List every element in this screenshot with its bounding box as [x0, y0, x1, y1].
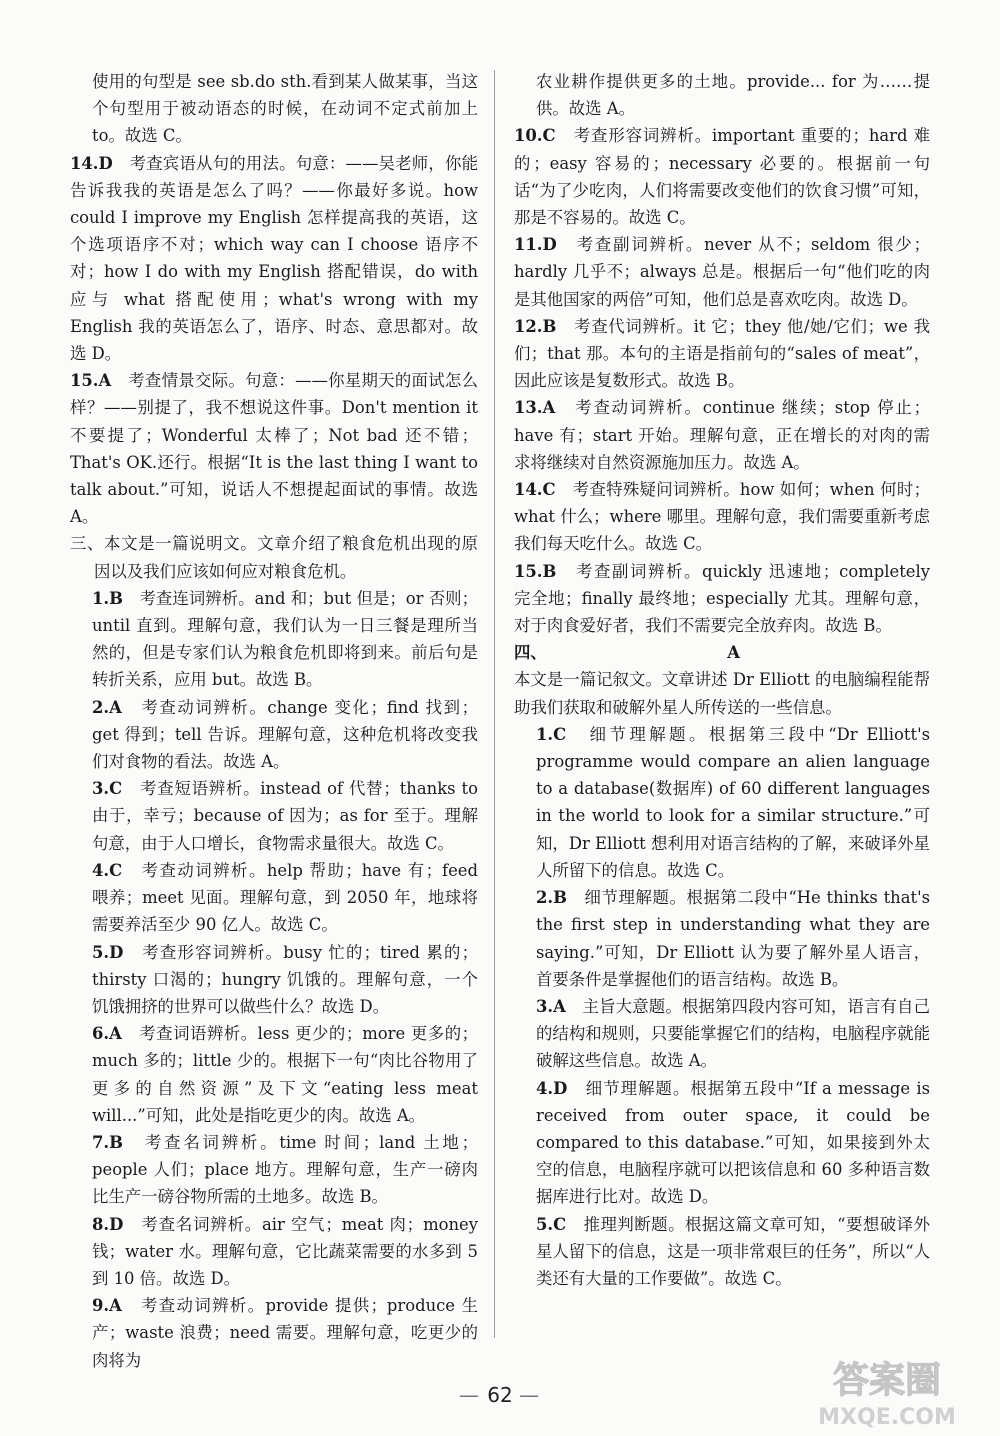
answer-text: 考查动词辨析。continue 继续；stop 停止；have 有；start 开始。理解句意，正在增长的对肉的需求将继续对自然资源施加压力。故选 A。 — [514, 398, 930, 472]
answer-text: 考查动词辨析。provide 提供；produce 生产；waste 浪费；need 需要。理解句意，吃更少的肉将为 — [92, 1296, 478, 1370]
watermark-bottom-text: MXQE.COM — [818, 1405, 956, 1430]
answer-number: 12.B — [514, 316, 557, 336]
answer-number: 5.C — [536, 1214, 567, 1234]
answer-number: 9.A — [92, 1296, 122, 1316]
answer-item — [514, 721, 930, 884]
answer-text: 推理判断题。根据这篇文章可知，“要想破译外星人留下的信息，这是一项非常艰巨的任务”，所以“人类还有大量的工作要做”。故选 C。 — [536, 1214, 930, 1288]
footer-dash-right: — — [519, 1383, 542, 1407]
answer-item — [514, 476, 930, 558]
answer-number: 6.A — [92, 1024, 122, 1044]
answer-item — [70, 1020, 478, 1129]
answer-text: 考查名词辨析。air 空气；meat 肉；money 钱；water 水。理解句意，它比蔬菜需要的水多到 5 到 10 倍。故选 D。 — [92, 1214, 479, 1288]
answer-item — [70, 775, 478, 857]
answer-item — [514, 231, 930, 313]
answer-number: 15.A — [70, 371, 112, 391]
answer-number: 2.A — [92, 697, 122, 717]
answer-text: 细节理解题。根据第五段中“If a message is received from outer space, it could be compared to this database.”可知，如果接到外太空的信息，电脑程序就可以把该信息和 60 多种语言数据库进行比对。故选 D。 — [536, 1078, 930, 1207]
answer-text: 考查动词辨析。help 帮助；have 有；feed 喂养；meet 见面。理解句意，到 2050 年，地球将需要养活至少 90 亿人。故选 C。 — [92, 860, 478, 935]
answer-text: 考查连词辨析。and 和；but 但是；or 否则；until 直到。理解句意，我们认为一日三餐是理所当然的，但是专家们认为粮食危机即将到来。前后句是转折关系，应用 but。故选 B。 — [92, 588, 479, 690]
right-column — [514, 68, 930, 1292]
watermark-graphic — [792, 1352, 982, 1432]
answer-text: 考查形容词辨析。important 重要的；hard 难的；easy 容易的；necessary 必要的。根据前一句话“为了少吃肉，人们将需要改变他们的饮食习惯”可知，那是不容易的。故选 C。 — [514, 126, 931, 228]
answer-text: 考查名词辨析。time 时间；land 土地；people 人们；place 地方。理解句意，生产一磅肉比生产一磅谷物所需的土地多。故选 B。 — [92, 1132, 478, 1207]
answer-number: 3.A — [536, 996, 566, 1016]
answer-item — [70, 694, 478, 776]
answer-number: 2.B — [536, 888, 567, 908]
passage-intro: 本文是一篇记叙文。文章讲述 Dr Elliott 的电脑编程能帮助我们获取和破解外星人所传送的一些信息。 — [514, 670, 930, 717]
answer-item — [514, 884, 930, 993]
watermark-top-text: 答案圈 — [832, 1360, 942, 1401]
answer-text: 考查短语辨析。instead of 代替；thanks to 由于，幸亏；because of 因为；as for 至于。理解句意，由于人口增长，食物需求量很大。故选 C。 — [92, 779, 478, 853]
column-divider — [494, 70, 495, 1338]
answer-number: 15.B — [514, 561, 557, 581]
answer-number: 5.D — [92, 942, 124, 962]
answer-number: 4.D — [536, 1078, 568, 1098]
section-heading — [514, 639, 930, 666]
answer-text: 考查代词辨析。it 它；they 他/她/它们；we 我们；that 那。本句的主语是指前句的“sales of meat”，因此应该是复数形式。故选 B。 — [514, 316, 930, 391]
answer-text: 考查词语辨析。less 更少的；more 更多的；much 多的；little 少的。根据下一句“肉比谷物用了更多的自然资源”及下文“eating less meat will...”可知，此处是指吃更少的肉。故选 A。 — [92, 1024, 479, 1125]
answer-item — [70, 150, 478, 368]
answer-item — [70, 367, 478, 530]
answer-number: 1.C — [536, 724, 567, 744]
watermark-logo — [792, 1352, 982, 1432]
answer-number: 1.B — [92, 588, 123, 608]
answer-item — [514, 558, 930, 640]
section-intro: 三、本文是一篇说明文。文章介绍了粮食危机出现的原因以及我们应该如何应对粮食危机。 — [70, 534, 478, 581]
answer-number: 14.D — [70, 153, 113, 173]
answer-number: 13.A — [514, 398, 556, 418]
answer-number: 4.C — [92, 860, 123, 880]
footer-dash-left: — — [458, 1383, 481, 1407]
answer-number: 14.C — [514, 480, 556, 500]
answer-item — [514, 1211, 930, 1293]
answer-text: 主旨大意题。根据第四段内容可知，语言有自己的结构和规则，只要能掌握它们的结构，电脑程序就能破解这些信息。故选 A。 — [536, 996, 931, 1071]
answer-item — [514, 313, 930, 395]
answer-text: 考查情景交际。句意：——你星期天的面试怎么样？——别提了，我不想说这件事。Don't mention it 不要提了；Wonderful 太棒了；Not bad 还不错；That's OK.还行。根据“It is the last thing I want to talk about.”可知，说话人不想提起面试的事情。故选 A。 — [70, 371, 479, 527]
paragraph: 农业耕作提供更多的土地。provide... for 为……提供。故选 A。 — [536, 72, 930, 119]
answer-number: 7.B — [92, 1132, 123, 1152]
answer-text: 细节理解题。根据第三段中“Dr Elliott's programme would compare an alien language to a database(数据库) of 60 different languages in the world to look for a similar structure.”可知，Dr Elliott 想利用对语言结构的了解，来破译外星人所留下的信息。故选 C。 — [536, 724, 931, 880]
answer-item — [70, 1211, 478, 1293]
answer-number: 10.C — [514, 126, 556, 146]
answer-number: 11.D — [514, 235, 557, 255]
answer-text: 考查特殊疑问词辨析。how 如何；when 何时；what 什么；where 哪里。理解句意，我们需要重新考虑我们每天吃什么。故选 C。 — [514, 480, 931, 554]
answer-item — [514, 122, 930, 231]
left-column — [70, 68, 478, 1374]
answer-item — [70, 585, 478, 694]
answer-number: 3.C — [92, 779, 123, 799]
paragraph: 使用的句型是 see sb.do sth.看到某人做某事，当这个句型用于被动语态的时候，在动词不定式前加上 to。故选 C。 — [92, 72, 478, 146]
answer-item — [70, 1129, 478, 1211]
answer-item — [70, 939, 478, 1021]
page-number: 62 — [487, 1383, 513, 1407]
passage-label: A — [727, 643, 740, 663]
answer-text: 考查形容词辨析。busy 忙的；tired 累的；thirsty 口渴的；hungry 饥饿的。理解句意，一个饥饿拥挤的世界可以做些什么？故选 D。 — [92, 942, 479, 1016]
answer-text: 考查宾语从句的用法。句意：——吴老师，你能告诉我我的英语是怎么了吗？——你最好多说。how could I improve my English 怎样提高我的英语，这个选项语序不对；which way can I choose 语序不对；how I do with my English 搭配错误，do with应与 what 搭配使用；what's wrong with my English 我的英语怎么了，语序、时态、意思都对。故选 D。 — [70, 153, 479, 364]
answer-text: 考查副词辨析。never 从不；seldom 很少；hardly 几乎不；always 总是。根据后一句“他们吃的肉是其他国家的两倍”可知，他们总是喜欢吃肉。故选 D。 — [514, 235, 930, 309]
answer-item — [514, 394, 930, 476]
answer-number: 8.D — [92, 1214, 124, 1234]
section-label: 四、 — [514, 643, 547, 663]
answer-text: 考查动词辨析。change 变化；find 找到；get 得到；tell 告诉。理解句意，这种危机将改变我们对食物的看法。故选 A。 — [92, 697, 478, 772]
answer-item — [70, 1292, 478, 1374]
answer-item — [514, 993, 930, 1075]
answer-text: 考查副词辨析。quickly 迅速地；completely 完全地；finally 最终地；especially 尤其。理解句意，对于肉食爱好者，我们不需要完全放弃肉。故选 B。 — [514, 561, 930, 636]
answer-item — [70, 857, 478, 939]
answer-item — [514, 1075, 930, 1211]
answer-text: 细节理解题。根据第二段中“He thinks that's the first step in understanding what they are saying.”可知，Dr Elliott 认为要了解外星人语言，首要条件是掌握他们的语言结构。故选 B。 — [536, 888, 931, 989]
